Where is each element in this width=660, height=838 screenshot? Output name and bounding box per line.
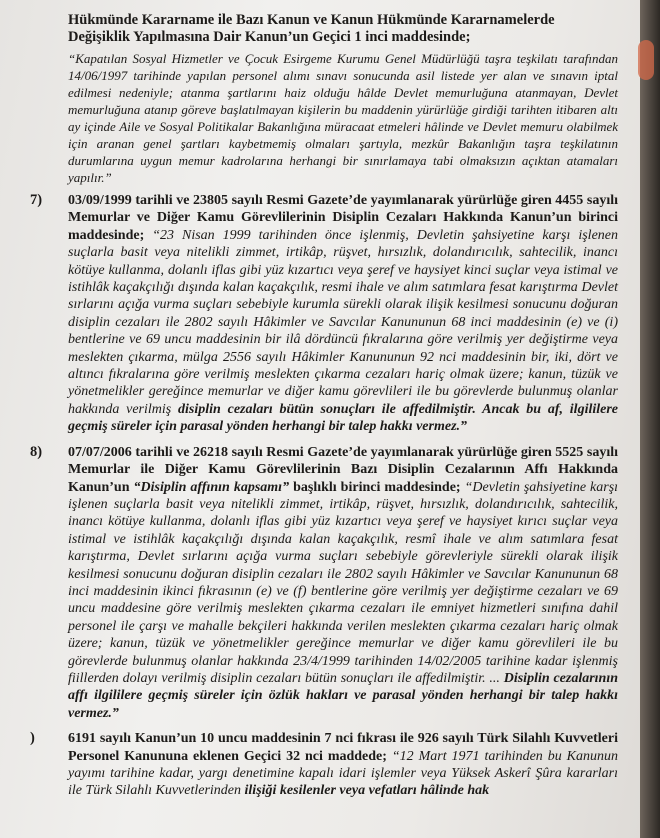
heading-line-1: Hükmünde Kararname ile Bazı Kanun ve Kanun Hükmünde Kararnamelerde [68,12,555,28]
item-emphasis: Disiplin cezalarının affı ilgililere geçmiş süreler için özlük hakları ve parasal yönden herhangi bir talep hakkı vermez.” [68,670,619,721]
finger-shadow [638,40,654,80]
item-quote: “23 Nisan 1999 tarihinden önce işlenmiş, Devletin şahsiyetine karşı işlenen suçlarla basit veya nitelikli zimmet, irtikâp, rüşvet, hırsızlık, dolandırıcılık, sahtecilik, inancı kötüye kullanma, dolanlı iflas gibi yüz kızartıcı veya şeref ve haysiyet kinci suçlar veya istimal ve istihlâk kaçakçılığı dışında kalan kaçakçılık, resmi ihale ve alım satımlara fesat karıştırma Devlet sırlarını açığa vurma suçları sebebiyle kurumla sürekli olarak ilişik kesilmesi sonucunu doğuran disiplin cezaları ile 2802 sayılı Hâkimler ve Savcılar Kanununun 68 inci maddesinin (e) ve (i) bentlerine ve 69 uncu maddesinin bir ilâ dördüncü fıkralarına göre verilmiş yer değiştirme veya meslekten çıkarma, mülga 2556 sayılı Hâkimler Kanununun 92 nci maddesinin bir, iki, dört ve altıncı fıkralarına göre verilmiş meslekten çıkarma cezaları hariç olmak üzere; kanun, tüzük ve yönetmelikler gereğince memurlar ve diğer kamu görevlileri ile bu görevlerde bulunmuş olanlar hakkında verilmiş [68,227,619,417]
item-lead: 07/07/2006 tarihli ve 26218 sayılı Resmi Gazete’de yayımlanarak yürürlüğe giren 5525 sayılı Memurlar ile Diğer Kamu Görevlilerinin Bazı Disiplin Cezalarının Affı Hakkında Kanun’un [68,444,618,495]
background-edge [640,0,660,838]
item-number: ) [30,730,35,747]
item-title-quote: “Disiplin affının kapsamı” [133,479,290,495]
item-lead: 6191 sayılı Kanun’un 10 uncu maddesinin 7 nci fıkrası ile 926 sayılı Türk Silahlı Kuvvetleri Personel Kanununa eklenen Geçici 32 nci maddede; [68,731,618,764]
item-body [68,444,618,723]
item-quote: “Devletin şahsiyetine karşı işlenen suçlarla basit veya nitelikli zimmet, irtikâp, rüşvet, hırsızlık, dolandırıcılık, sahtecilik, inancı kötüye kullanma, dolanlı iflas gibi yüz kızartıcı veya şeref ve haysiyet kırıcı suçlar veya istimal ve istihlâk kaçakçılığı dışında kalan kaçakçılık, resmî ihale ve alım satımlara fesat karıştırma, Devlet sırlarını açığa vurma suçları sebebiyle görevleriyle sürekli olarak ilişik kesilmesi sonucunu doğuran disiplin cezaları ile 2802 sayılı Hâkimler ve Savcılar Kanununun 68 inci maddesinin ikinci fıkrasının (e) ve (f) bentlerine göre verilmiş yer değiştirme cezaları ve 69 uncu maddesine göre verilmiş meslekten çıkarma cezaları ile emniyet hizmetleri sınıfına dahil personel ile çarşı ve mahalle bekçileri hakkında verilen meslekten çıkarma cezaları hariç olmak üzere; kanun, tüzük ve yönetmelikler gereğince memurlar ve diğer kamu görevlileri ile bu görevlerde bulunmuş olanlar hakkında 23/4/1999 tarihinden 14/02/2005 tarihine kadar işlenmiş fiillerden dolayı verilmiş disiplin cezaları bütün sonuçları ile affedilmiştir. ... [68,479,619,686]
item-body [68,192,618,436]
item-quote: “12 Mart 1971 tarihinden bu Kanunun yayımı tarihine kadar, yargı denetimine kapalı idari işlemler veya Yüksek Askerî Şûra kararları ile Türk Silahlı Kuvvetlerinden [68,748,618,799]
item-body [68,730,618,800]
item-number: 7) [30,192,43,208]
list-item-7 [30,192,618,436]
intro-quote: “Kapatılan Sosyal Hizmetler ve Çocuk Esirgeme Kurumu Genel Müdürlüğü taşra teşkilatı tarafından 14/06/1997 tarihinde yapılan personel alımı sınavı sonucunda asil listede yer alan ve sınavın iptal edilmesi nedeniyle; atanma şartlarını haiz olduğu hâlde Devlet memurluğuna atanmayan, Devlet memurluğuna atanıp göreve başlatılmayan kişilerin bu maddenin yürürlüğe girdiği tarihten itibaren altı ay içinde Aile ve Sosyal Politikalar Bakanlığına müracaat etmeleri hâlinde ve Devlet memuru olabilmek için aranan genel şartları kaybetmemiş olmaları şartıyla, mezkûr Bakanlığın taşra teşkilatının durumlarına uygun memur kadrolarına herhangi bir sınırlamaya tabi olmaksızın açıktan atamaları yapılır.” [68,51,618,185]
heading-line-2: Değişiklik Yapılmasına Dair Kanun’un Geçici 1 inci maddesinde; [68,29,471,45]
item-lead-end: başlıklı birinci maddesinde; [293,479,461,495]
item-emphasis: ilişiği kesilenler veya vefatları hâlinde hak [244,783,490,799]
item-number: 8) [30,443,43,460]
list-item-8 [30,444,618,723]
section-heading [68,12,618,46]
list-item-9 [30,730,618,800]
item-emphasis: disiplin cezaları bütün sonuçları ile affedilmiştir. Ancak bu af, ilgililere geçmiş süreler için parasal yönden herhangi bir talep hakkı vermez.” [68,401,619,435]
item-lead: 03/09/1999 tarihli ve 23805 sayılı Resmi Gazete’de yayımlanarak yürürlüğe giren 4455 sayılı Memurlar ve Diğer Kamu Görevlilerinin Disiplin Cezaları Hakkında Kanun’un birinci maddesinde; [68,193,618,243]
